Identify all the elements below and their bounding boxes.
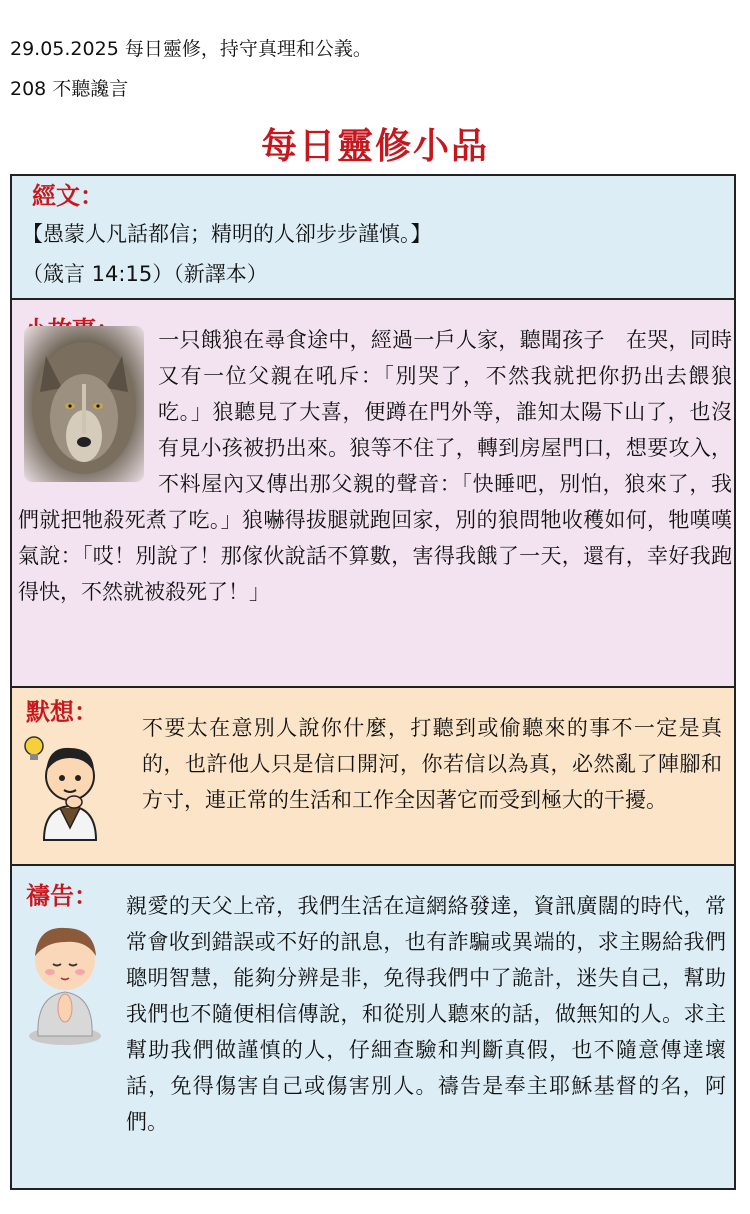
scripture-section [10,174,736,300]
story-section [10,298,736,688]
meditation-section [10,686,736,866]
meditation-text: 不要太在意別人說你什麼，打聽到或偷聽來的事不一定是真的，也許他人只是信口開河，你若信以為真，必然亂了陣腳和方寸，連正常的生活和工作全因著它而受到極大的干擾。 [142,716,722,812]
prayer-label: 禱告： [26,882,98,910]
story-text: 一只餓狼在尋食途中，經過一戶人家，聽聞孩子 在哭，同時又有一位父親在吼斥：「別哭了，不然我就把你扔出去餵狼吃。」狼聽見了大喜，便蹲在門外等，誰知太陽下山了，也沒有見小孩被扔出來。狼等不住了，轉到房屋門口，想要攻入，不料屋內又傳出那父親的聲音：「快睡吧，別怕，狼來了，我們就把牠殺死煮了吃。」狼嚇得拔腿就跑回家，別的狼問牠收穫如何，牠嘆嘆氣說：「哎！別說了！那傢伙說話不算數，害得我餓了一天，還有，幸好我跑得快，不然就被殺死了！」 [18,328,732,604]
prayer-text: 親愛的天父上帝，我們生活在這網絡發達，資訊廣闊的時代，常常會收到錯誤或不好的訊息，也有詐騙或異端的，求主賜給我們聰明智慧，能夠分辨是非，免得我們中了詭計，迷失自己，幫助我們也不隨便相信傳說，和從別人聽來的話，做無知的人。求主幫助我們做謹慎的人，仔細查驗和判斷真假，也不隨意傳達壞話，免得傷害自己或傷害別人。禱告是奉主耶穌基督的名，阿們。 [126,894,726,1134]
meditation-label: 默想： [26,698,98,726]
thinking-boy-icon [22,728,118,852]
date-header: 29.05.2025 每日靈修，持守真理和公義。 [10,38,372,60]
praying-child-icon [20,918,110,1052]
scripture-verse: 【愚蒙人凡話都信；精明的人卻步步謹慎。】 [22,222,432,246]
devotion-subtitle: 208 不聽讒言 [10,78,129,100]
prayer-section [10,864,736,1190]
scripture-label: 經文： [32,182,104,210]
page-title: 每日靈修小品 [260,126,489,167]
scripture-reference: （箴言 14:15）（新譯本） [22,262,268,286]
